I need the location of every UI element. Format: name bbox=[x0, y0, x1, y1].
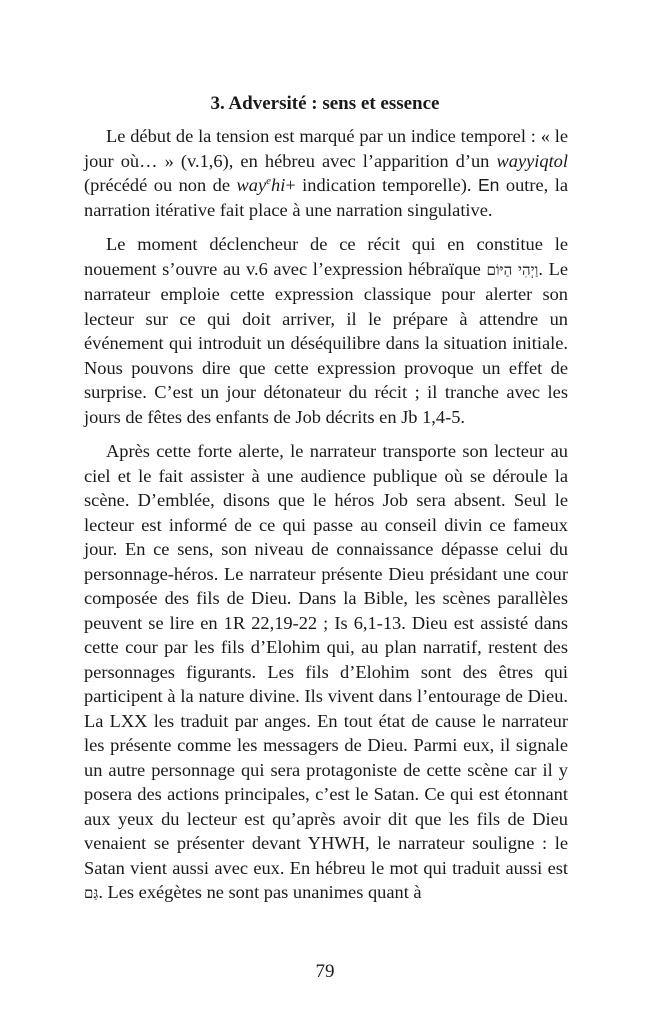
paragraph-2 bbox=[84, 232, 568, 429]
text-run: . Les exégètes ne sont pas unanimes quant à bbox=[98, 882, 422, 902]
paragraph-3 bbox=[84, 439, 568, 906]
hebrew-phrase: וַיְהִי הַיּוֹם bbox=[486, 260, 539, 279]
italic-term bbox=[237, 175, 286, 195]
text-run: Le début de la tension est marqué par un indice temporel : « le jour où… » (v.1,6), en hébreu avec l’apparition d’un bbox=[84, 126, 568, 171]
text-run: Le moment déclencheur de ce récit qui en constitue le nouement s’ouvre au v.6 avec l’expression hébraïque bbox=[84, 234, 568, 279]
text-run: . Le narrateur emploie cette expression classique pour alerter son lecteur sur ce qui doit arriver, il le prépare à attendre un événement qui introduit un déséquilibre dans la situation initiale. Nous pouvons dire que cette expression provoque un effet de surprise. C’est un jour détonateur du récit ; il tranche avec les jours de fêtes des enfants de Job décrits en Jb 1,4-5. bbox=[84, 258, 569, 427]
text-run: (précédé ou non de bbox=[84, 175, 237, 195]
superscript: e bbox=[266, 174, 272, 187]
paragraph-1 bbox=[84, 124, 568, 222]
page-number: 79 bbox=[315, 961, 335, 982]
italic-term: wayyiqtol bbox=[496, 150, 568, 171]
text-run: hi bbox=[271, 175, 286, 195]
text-run: way bbox=[236, 175, 267, 195]
hebrew-word: גַּם bbox=[84, 884, 99, 902]
sans-word: En bbox=[478, 175, 500, 195]
text-run: outre, la narration itérative fait place à une narration singulative. bbox=[84, 175, 568, 220]
body-text bbox=[84, 124, 568, 916]
text-run: Après cette forte alerte, le narrateur transporte son lecteur au ciel et le fait assister à une audience publique où se déroule la scène. D’emblée, disons que le héros Job sera absent. Seul le lecteur est informé de ce qui passe au conseil divin ce fameux jour. En ce sens, son niveau de connaissance dépasse celui du personnage-héros. Le narrateur présente Dieu présidant une cour composée des fils de Dieu. Dans la Bible, les scènes parallèles peuvent se lire en 1R 22,19-22 ; Is 6,1-13. Dieu est assisté dans cette cour par les fils d’Elohim qui, au plan narratif, restent des personnages figurants. Les fils d’Elohim sont des êtres qui participent à la nature divine. Ils vivent dans l’entourage de Dieu. La LXX les traduit par anges. En tout état de cause le narrateur les présente comme les messagers de Dieu. Parmi eux, il signale un autre personnage qui sera protagoniste de cette scène car il y posera des actions principales, c’est le Satan. Ce qui est étonnant aux yeux du lecteur est qu’après avoir dit que les fils de Dieu venaient se présenter devant YHWH, le narrateur souligne : le Satan vient aussi avec eux. En hébreu le mot qui traduit aussi est bbox=[84, 441, 568, 878]
text-run: + indication temporelle). bbox=[285, 175, 478, 195]
section-heading: 3. Adversité : sens et essence bbox=[210, 93, 440, 114]
